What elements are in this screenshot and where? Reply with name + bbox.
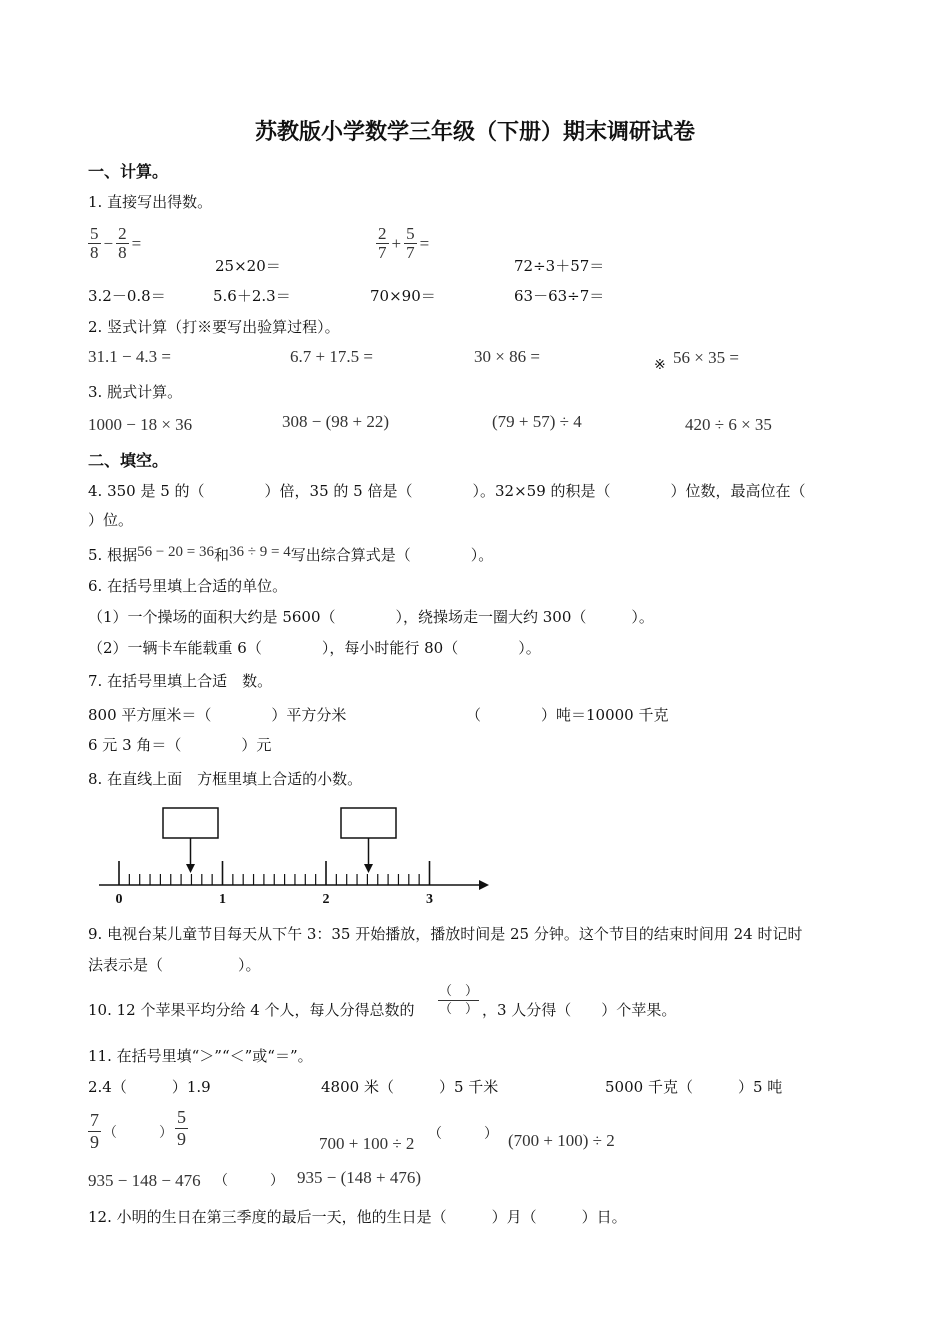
question-9-line-2: 法表示是（ ）。 — [88, 956, 261, 974]
question-6-label: 6. 在括号里填上合适的单位。 — [88, 577, 288, 595]
asterisk-mark-icon: ※ — [654, 357, 666, 373]
question-11-label: 11. 在括号里填“＞”“＜”或“＝”。 — [88, 1047, 313, 1065]
numerator: 2 — [118, 224, 127, 243]
number-line-labels — [116, 892, 434, 907]
question-3-label: 3. 脱式计算。 — [88, 383, 183, 401]
q1-expression-5: 3.2－0.8＝ — [88, 287, 166, 305]
q10-numerator-blank[interactable]: （ ） — [439, 984, 479, 999]
question-9-line-1: 9. 电视台某儿童节目每天从下午 3：35 开始播放，播放时间是 25 分钟。这个节目的结束时间用 24 时记时 — [88, 925, 803, 943]
q11-expression-e-left: 935 − 148 − 476 — [88, 1171, 201, 1190]
tick-label: 0 — [115, 892, 123, 907]
denominator: 8 — [118, 243, 127, 262]
tick-label: 1 — [219, 892, 226, 907]
question-6-part-2: （2）一辆卡车能载重 6（ ），每小时能行 80（ ）。 — [88, 639, 541, 657]
comparison-blank[interactable]: （ ） — [428, 1126, 498, 1142]
question-11-item-a: 2.4（ ）1.9 — [88, 1078, 211, 1096]
q3-expression-3: (79 + 57) ÷ 4 — [492, 412, 582, 431]
question-2-label: 2. 竖式计算（打※要写出验算过程）。 — [88, 318, 340, 336]
number-line-ticks — [119, 861, 430, 885]
question-11-item-b: 4800 米（ ）5 千米 — [321, 1078, 499, 1096]
q5-equation-2: 36 ÷ 9 = 4 — [229, 544, 291, 560]
q10-denominator-blank[interactable]: （ ） — [439, 1002, 479, 1017]
denominator: 8 — [90, 243, 99, 262]
q1-fraction-expression-1 — [88, 225, 144, 262]
q3-expression-1: 1000 − 18 × 36 — [88, 415, 193, 434]
q5-and: 和 — [214, 546, 230, 564]
numerator: 7 — [90, 1110, 99, 1130]
numerator: 5 — [90, 224, 99, 243]
q3-expression-2: 308 − (98 + 22) — [282, 412, 389, 431]
question-8-label: 8. 在直线上面 方框里填上合适的小数。 — [88, 770, 363, 788]
q11-fraction-comparison — [88, 1107, 188, 1153]
arrow-down-icon — [364, 864, 373, 873]
q11-expression-e-right: 935 − (148 + 476) — [297, 1168, 421, 1187]
q5-suffix: 写出综合算式是（ ）。 — [290, 546, 494, 564]
equals: = — [419, 233, 430, 253]
question-7-item-a: 800 平方厘米＝（ ）平方分米 — [88, 706, 347, 724]
q1-fraction-expression-3 — [376, 225, 432, 262]
question-10 — [88, 1001, 415, 1019]
denominator: 7 — [406, 243, 415, 262]
section-heading-calculation: 一、计算。 — [88, 162, 169, 181]
numerator: 5 — [406, 224, 415, 243]
comparison-blank[interactable]: （ ） — [103, 1124, 173, 1141]
tick-label: 2 — [322, 892, 330, 907]
question-6-part-1: （1）一个操场的面积大约是 5600（ ），绕操场走一圈大约 300（ ）。 — [88, 608, 654, 626]
denominator: 7 — [378, 243, 387, 262]
question-4-line-2: ）位。 — [88, 511, 134, 529]
question-7-item-b: （ ）吨＝10000 千克 — [466, 706, 669, 724]
q2-expression-1: 31.1 − 4.3 = — [88, 347, 171, 366]
q10-prefix: 10. 12 个苹果平均分给 4 个人，每人分得总数的 — [88, 1001, 415, 1019]
arrow-right-icon — [479, 880, 489, 890]
numerator: 5 — [177, 1107, 186, 1127]
question-7-item-c: 6 元 3 角＝（ ）元 — [88, 736, 272, 754]
operator: − — [103, 233, 114, 253]
question-7-label: 7. 在括号里填上合适 数。 — [88, 672, 273, 690]
q1-expression-7: 70×90＝ — [370, 287, 436, 305]
question-4-line-1: 4. 350 是 5 的（ ）倍，35 的 5 倍是（ ）。32×59 的积是（ ）位数，最高位在（ — [88, 482, 806, 500]
numerator: 2 — [378, 224, 387, 243]
question-11-item-c: 5000 千克（ ）5 吨 — [605, 1078, 783, 1096]
question-12: 12. 小明的生日在第三季度的最后一天，他的生日是（ ）月（ ）日。 — [88, 1208, 627, 1226]
page-title: 苏教版小学数学三年级（下册）期末调研试卷 — [254, 119, 695, 145]
equals: = — [131, 233, 142, 253]
q5-prefix: 5. 根据 — [88, 546, 138, 564]
q5-equation-1: 56 − 20 = 36 — [137, 544, 215, 560]
q11-expression-d-right: (700 + 100) ÷ 2 — [508, 1131, 615, 1150]
q2-expression-2: 6.7 + 17.5 = — [290, 347, 373, 366]
number-line-diagram — [95, 800, 495, 910]
q11-expression-d-left: 700 + 100 ÷ 2 — [319, 1134, 415, 1153]
q1-expression-2: 25×20＝ — [215, 257, 281, 275]
q10-blank-fraction — [438, 983, 479, 1018]
question-1-label: 1. 直接写出得数。 — [88, 193, 213, 211]
q2-expression-4: 56 × 35 = — [673, 348, 739, 367]
denominator: 9 — [90, 1132, 99, 1152]
q1-expression-8: 63－63÷7＝ — [514, 287, 605, 305]
section-heading-fill-in: 二、填空。 — [88, 451, 169, 470]
arrow-down-icon — [186, 864, 195, 873]
q1-expression-4: 72÷3＋57＝ — [514, 257, 605, 275]
q2-expression-3: 30 × 86 = — [474, 347, 540, 366]
denominator: 9 — [177, 1129, 186, 1149]
comparison-blank[interactable]: （ ） — [214, 1173, 284, 1189]
operator: + — [391, 233, 402, 253]
question-5 — [88, 546, 493, 565]
answer-box-2[interactable] — [341, 808, 396, 838]
tick-label: 3 — [426, 892, 433, 907]
q10-suffix: ，3 人分得（ ）个苹果。 — [482, 1001, 677, 1019]
q3-expression-4: 420 ÷ 6 × 35 — [685, 415, 772, 434]
q1-expression-6: 5.6＋2.3＝ — [213, 287, 291, 305]
answer-box-1[interactable] — [163, 808, 218, 838]
